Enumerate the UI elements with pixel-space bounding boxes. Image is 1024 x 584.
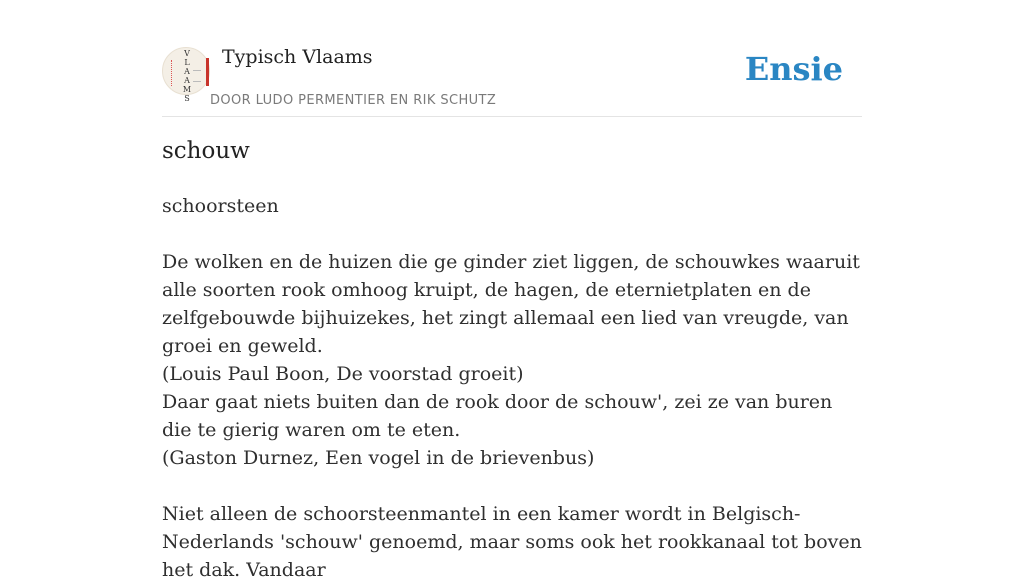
brand-logo[interactable]: Ensie: [744, 50, 843, 88]
site-header: [162, 0, 862, 117]
byline: DOOR LUDO PERMENTIER EN RIK SCHUTZ: [210, 93, 497, 108]
entry-content: [162, 192, 862, 584]
body-paragraph: Niet alleen de schoorsteenmantel in een kamer wordt in Belgisch-Nederlands 'schouw' genoemd, maar soms ook het rookkanaal tot boven het dak. Vandaar: [162, 503, 862, 581]
quote-paragraph: De wolken en de huizen die ge ginder ziet liggen, de schouwkes waaruit alle soorten rook omhoog kruipt, de hagen, de eternietplaten en de zelfgebouwde bijhuizekes, het zingt allemaal een lied van vreugde, van groei en geweld.: [162, 251, 860, 357]
paragraph-gap: [162, 220, 862, 248]
logo-letter: S: [184, 94, 190, 103]
entry-definition: schoorsteen: [162, 195, 279, 217]
blog-title[interactable]: Typisch Vlaams: [222, 46, 373, 68]
blog-logo[interactable]: [162, 47, 210, 103]
quote-paragraph: Daar gaat niets buiten dan de rook door de schouw', zei ze van buren die te gierig waren om te eten.: [162, 391, 833, 441]
logo-decoration: [193, 70, 201, 82]
logo-letter: M: [182, 85, 192, 94]
logo-letter: A: [184, 76, 190, 85]
logo-letter: V: [184, 49, 190, 58]
entry-title: schouw: [162, 138, 250, 164]
logo-letter: L: [184, 58, 190, 67]
quote-source: (Louis Paul Boon, De voorstad groeit): [162, 363, 524, 385]
logo-red-bar: [206, 58, 209, 86]
quote-source: (Gaston Durnez, Een vogel in de brievenbus): [162, 447, 595, 469]
paragraph-gap: [162, 472, 862, 500]
logo-decoration: [171, 60, 175, 86]
logo-letter: A: [184, 67, 190, 76]
logo-letters: [180, 49, 194, 103]
